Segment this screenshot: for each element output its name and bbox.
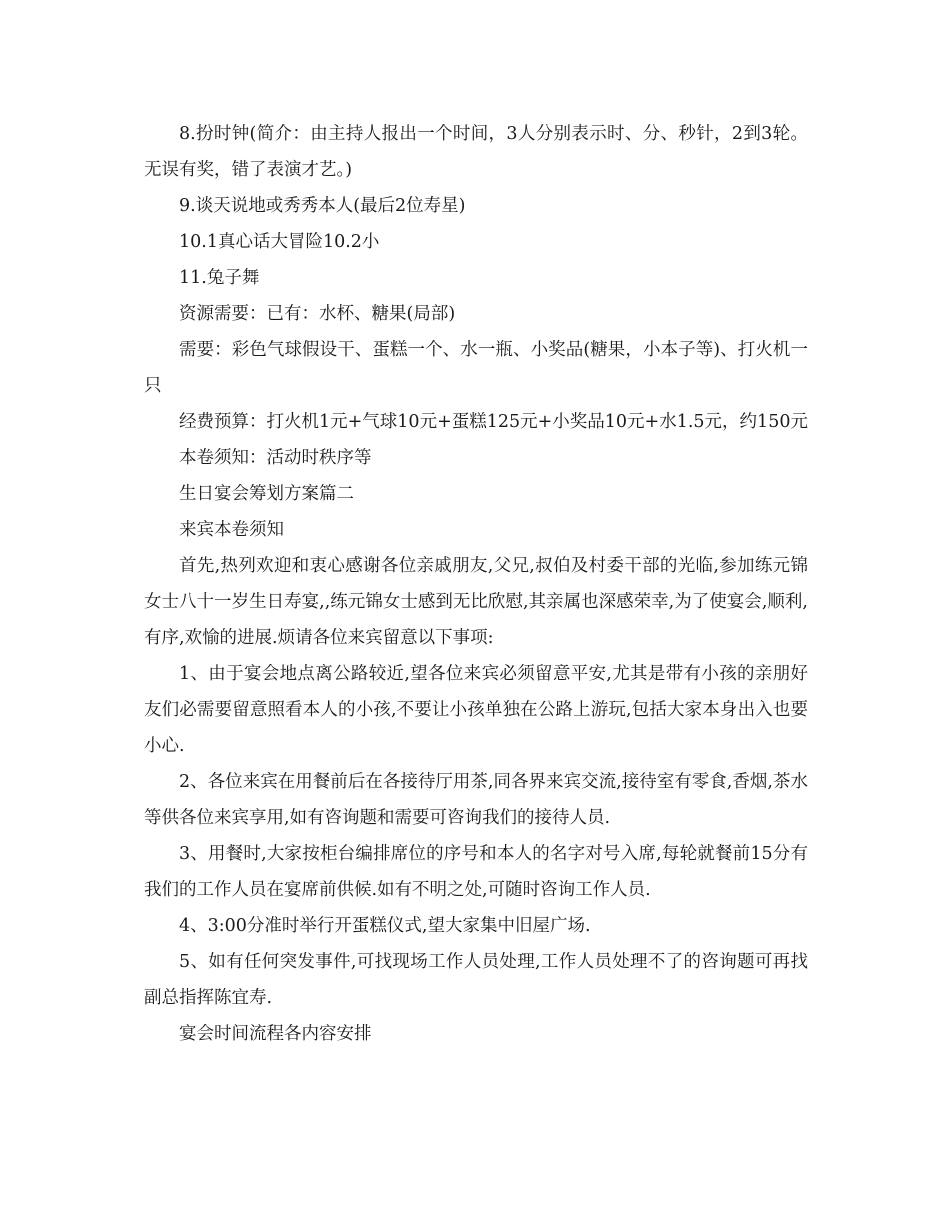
section-heading-schedule: 宴会时间流程各内容安排 — [179, 1024, 372, 1044]
paragraph-item-9: 9.谈天说地或秀秀本人(最后2位寿星) — [179, 196, 466, 216]
paragraph-welcome: 首先,热列欢迎和衷心感谢各位亲戚朋友,父兄,叔伯及村委干部的光临,参加练元锦女士八十一岁生日寿宴,,练元锦女士感到无比欣慰,其亲属也深感荣幸,为了使宴会,顺利,有序,欢愉的进展.烦请各位来宾留意以下事项: — [144, 556, 808, 648]
paragraph-notice-3: 3、用餐时,大家按柜台编排席位的序号和本人的名字对号入席,每轮就餐前15分有我们的工作人员在宴席前供候.如有不明之处,可随时咨询工作人员. — [144, 844, 808, 900]
section-heading-plan-two: 生日宴会筹划方案篇二 — [179, 484, 354, 504]
paragraph-notice-4: 4、3:00分准时举行开蛋糕仪式,望大家集中旧屋广场. — [179, 916, 591, 936]
paragraph-resources-needed: 需要：彩色气球假设干、蛋糕一个、水一瓶、小奖品(糖果，小本子等)、打火机一只 — [144, 340, 808, 396]
paragraph-item-11: 11.兔子舞 — [179, 268, 260, 288]
paragraph-notes: 本卷须知：活动时秩序等 — [179, 448, 372, 468]
paragraph-budget: 经费预算：打火机1元+气球10元+蛋糕125元+小奖品10元+水1.5元，约150元 — [179, 412, 808, 432]
paragraph-notice-5: 5、如有任何突发事件,可找现场工作人员处理,工作人员处理不了的咨询题可再找副总指挥陈宜寿. — [144, 952, 808, 1008]
section-heading-guest-notice: 来宾本卷须知 — [179, 520, 284, 540]
document-body — [144, 116, 808, 1052]
paragraph-notice-1: 1、由于宴会地点离公路较近,望各位来宾必须留意平安,尤其是带有小孩的亲朋好友们必需要留意照看本人的小孩,不要让小孩单独在公路上游玩,包括大家本身出入也要小心. — [144, 664, 808, 756]
paragraph-resources-existing: 资源需要：已有：水杯、糖果(局部) — [179, 304, 456, 324]
paragraph-item-10: 10.1真心话大冒险10.2小 — [179, 232, 380, 252]
paragraph-notice-2: 2、各位来宾在用餐前后在各接待厅用茶,同各界来宾交流,接待室有零食,香烟,茶水等供各位来宾享用,如有咨询题和需要可咨询我们的接待人员. — [144, 772, 808, 828]
paragraph-item-8: 8.扮时钟(简介：由主持人报出一个时间，3人分别表示时、分、秒针，2到3轮。无误有奖，错了表演才艺。) — [144, 124, 808, 180]
